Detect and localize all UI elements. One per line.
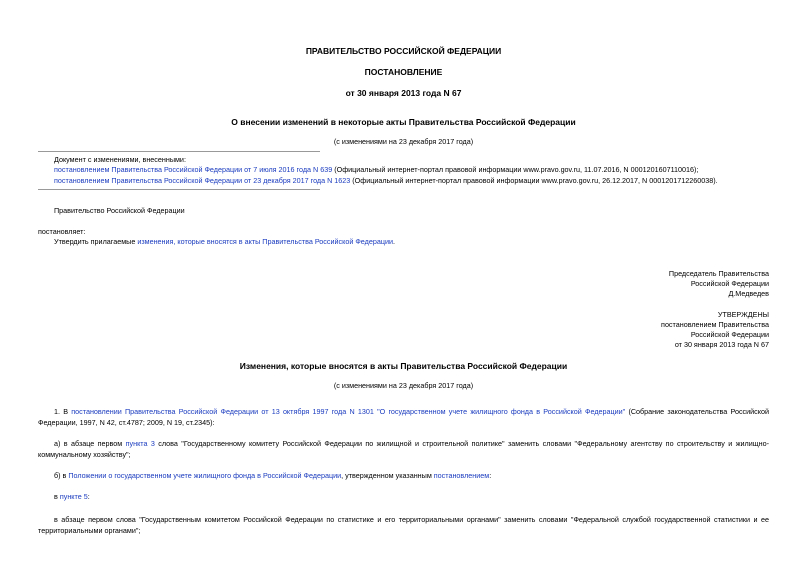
decree-1301-link[interactable]: постановлении Правительства Российской Федерации от 13 октября 1997 года N 1301 "О государственном учете жилищного фонда в Российской Федерации": [71, 407, 626, 416]
amendments-intro: Документ с изменениями, внесенными:: [54, 155, 186, 164]
divider-top: [38, 151, 320, 152]
pb-prefix: б) в: [54, 471, 69, 480]
pv-prefix: в: [54, 492, 60, 501]
point-3-link[interactable]: пункта 3: [125, 439, 155, 448]
approve-paragraph: [54, 237, 395, 246]
government-heading: ПРАВИТЕЛЬСТВО РОССИЙСКОЙ ФЕДЕРАЦИИ: [305, 46, 502, 56]
document-title: О внесении изменений в некоторые акты Правительства Российской Федерации: [231, 117, 576, 127]
amendment-source-2017: (Официальный интернет-портал правовой информации www.pravo.gov.ru, 26.12.2017, N 0001201712260038).: [350, 176, 718, 185]
amendment-item: [54, 176, 718, 185]
approved-stamp: УТВЕРЖДЕНЫ: [717, 310, 769, 319]
government-subject: Правительство Российской Федерации: [54, 206, 185, 215]
approve-changes-link[interactable]: изменения, которые вносятся в акты Правительства Российской Федерации: [137, 237, 393, 246]
decides-label: постановляет:: [38, 227, 86, 236]
pa-text: слова "Государственному комитету Российской Федерации по жилищной и строительной политике" заменить словами "Федеральному агентству по строительству и жилищно-коммунальному хозяйству";: [38, 439, 770, 459]
changes-paragraph-1: [38, 406, 769, 428]
document-date-number: от 30 января 2013 года N 67: [345, 88, 462, 98]
signature-position: Председатель Правительства: [668, 269, 769, 278]
changes-paragraph-a: [38, 438, 769, 460]
signature-country: Российской Федерации: [690, 279, 769, 288]
changes-title: Изменения, которые вносятся в акты Правительства Российской Федерации: [239, 361, 568, 371]
changes-paragraph-b: [54, 471, 491, 480]
pb-mid: , утвержденном указанным: [341, 471, 434, 480]
signature-name: Д.Медведев: [728, 289, 769, 298]
approved-country: Российской Федерации: [690, 330, 769, 339]
changes-revision-note: (с изменениями на 23 декабря 2017 года): [333, 381, 474, 390]
decree-link[interactable]: постановлением: [433, 471, 490, 480]
revision-note: (с изменениями на 23 декабря 2017 года): [333, 137, 474, 146]
approved-by: постановлением Правительства: [661, 320, 769, 329]
regulation-link[interactable]: Положении о государственном учете жилищного фонда в Российской Федерации: [68, 471, 342, 480]
point-5-link[interactable]: пункте 5: [59, 492, 88, 501]
changes-paragraph-d: в абзаце первом слова "Государственным комитетом Российской Федерации по статистике и его территориальными органами" заменить словами "Федеральной службой государственной статистики и ее территориальными органами";: [38, 515, 769, 535]
pa-prefix: а) в абзаце первом: [54, 439, 126, 448]
approve-prefix: Утвердить прилагаемые: [54, 237, 138, 246]
p1-prefix: 1. В: [54, 407, 72, 416]
changes-paragraph-v: [54, 492, 90, 501]
pb-suffix: :: [489, 471, 492, 480]
approve-suffix: .: [392, 237, 395, 246]
pv-suffix: :: [87, 492, 90, 501]
amendment-link-2017[interactable]: постановлением Правительства Российской Федерации от 23 декабря 2017 года N 1623: [54, 176, 351, 185]
amendment-item: [54, 165, 698, 174]
amendment-source-2016: (Официальный интернет-портал правовой информации www.pravo.gov.ru, 11.07.2016, N 0001201607110016);: [332, 165, 699, 174]
p1-source: (Собрание законодательства Российской Федерации, 1997, N 42, ст.4787; 2009, N 19, ст.2345):: [38, 407, 769, 427]
approved-date: от 30 января 2013 года N 67: [674, 340, 769, 349]
divider-bottom: [38, 189, 320, 190]
document-type: ПОСТАНОВЛЕНИЕ: [364, 67, 443, 77]
amendment-link-2016[interactable]: постановлением Правительства Российской Федерации от 7 июля 2016 года N 639: [54, 165, 333, 174]
